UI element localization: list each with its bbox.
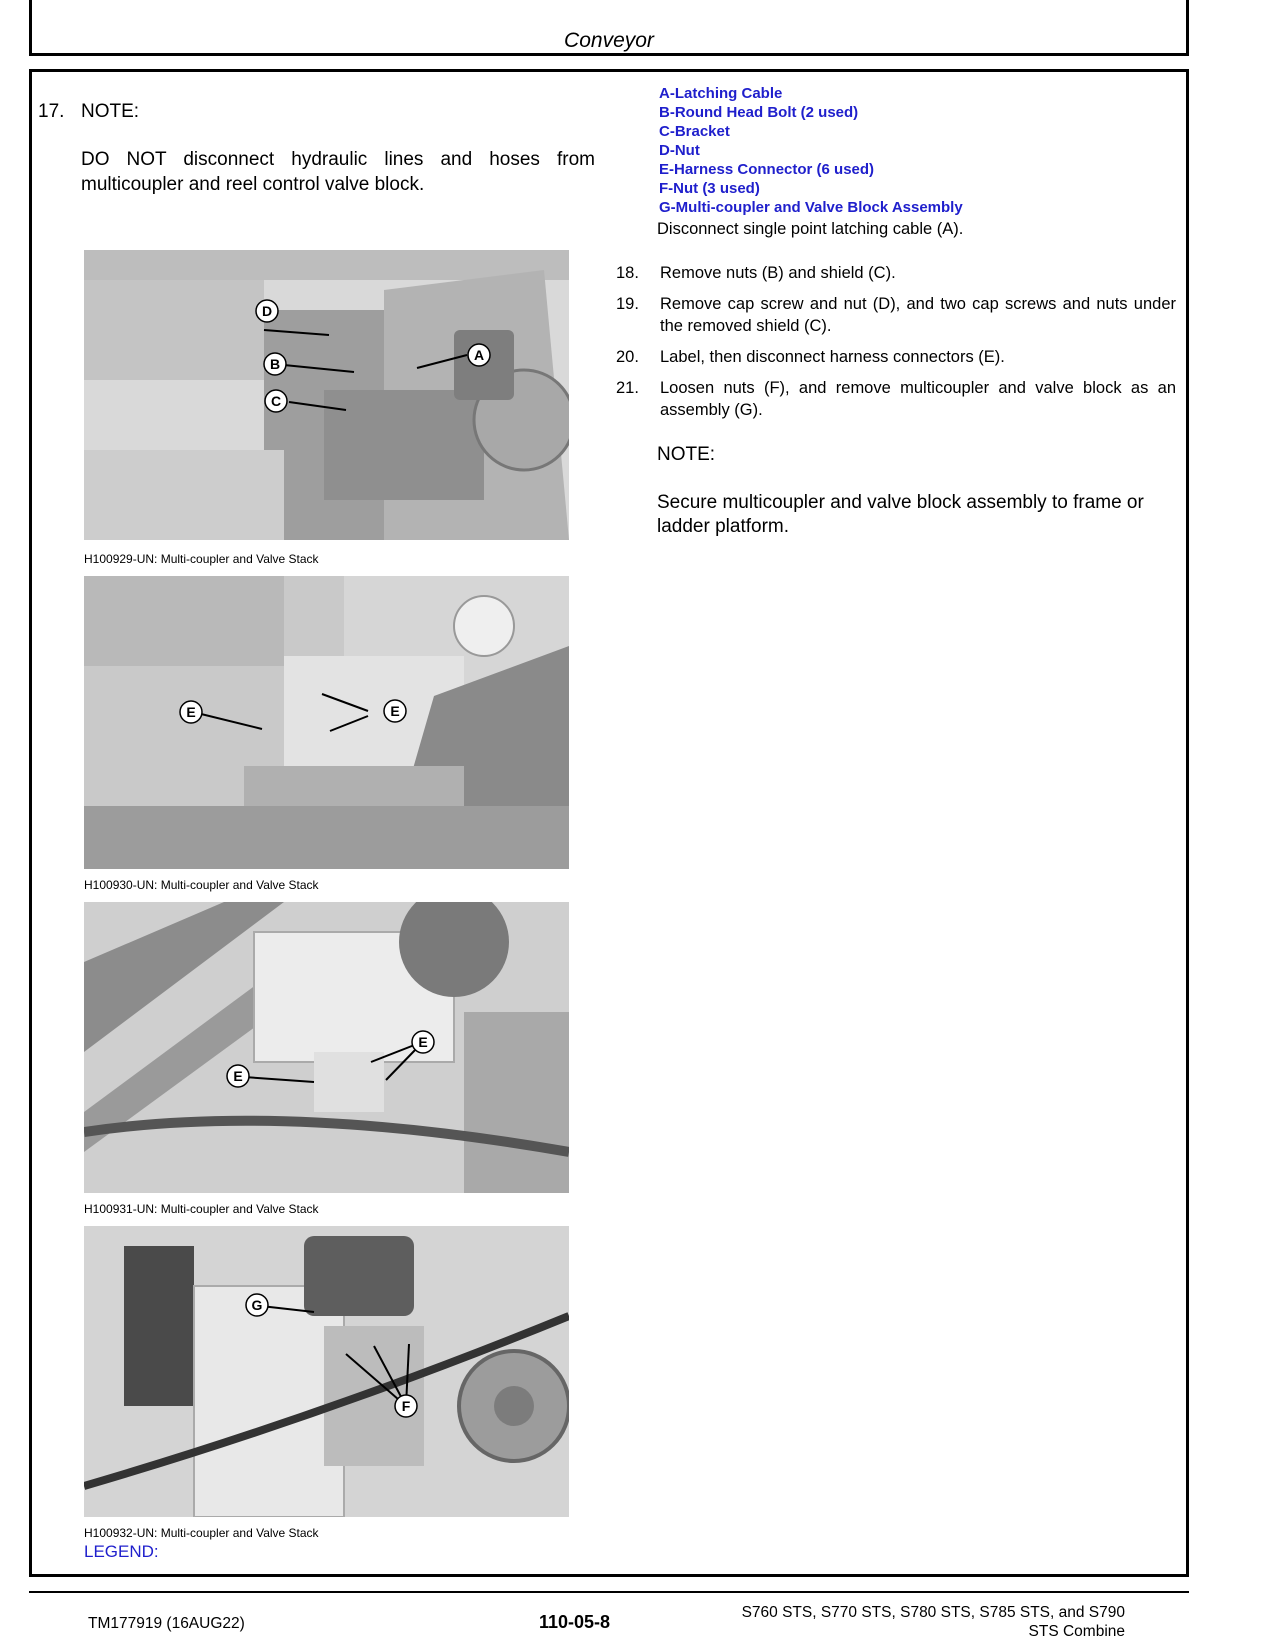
step-item (616, 346, 1176, 368)
callout-label: E (418, 1034, 428, 1050)
step-number: 20. (616, 348, 639, 366)
figure-illustration (84, 576, 569, 869)
figure-caption: H100929-UN: Multi-coupler and Valve Stack (84, 552, 319, 566)
figure-h100929 (84, 250, 569, 540)
header-box (29, 0, 1189, 56)
step-item (616, 293, 1176, 337)
callout-label: C (270, 393, 282, 409)
figure-h100931 (84, 902, 569, 1193)
step-number: 18. (616, 264, 639, 282)
legend-item: G-Multi-coupler and Valve Block Assembly (659, 199, 963, 216)
legend-label: LEGEND: (84, 1542, 159, 1561)
step-item (616, 377, 1176, 421)
page-number: 110-05-8 (539, 1612, 611, 1632)
callout-label: F (401, 1398, 411, 1414)
legend-item: D-Nut (659, 142, 700, 159)
model-line: S760 STS, S770 STS, S780 STS, S785 STS, and S790 (741, 1604, 1125, 1621)
step-text: Remove nuts (B) and shield (C). (660, 264, 896, 282)
figure-caption: H100930-UN: Multi-coupler and Valve Stack (84, 878, 319, 892)
note-body: DO NOT disconnect hydraulic lines and hoses from multicoupler and reel control valve block. (81, 149, 595, 195)
step-item (616, 262, 1176, 284)
figure-illustration (84, 250, 569, 540)
figure-illustration (84, 1226, 569, 1517)
step-number: 17. (38, 101, 65, 122)
legend-list (659, 84, 963, 217)
legend-item: C-Bracket (659, 123, 730, 140)
figure-h100930 (84, 576, 569, 869)
callout-label: E (233, 1068, 243, 1084)
step-number: 21. (616, 379, 639, 397)
callout-label: E (186, 704, 196, 720)
steps-list (616, 262, 1176, 430)
callout-label: A (473, 347, 485, 363)
step-number: 19. (616, 295, 639, 313)
step-text: Remove cap screw and nut (D), and two cap screws and nuts under the removed shield (C). (660, 295, 1176, 335)
step-text: Label, then disconnect harness connectors (E). (660, 348, 1005, 366)
note-body: Secure multicoupler and valve block assembly to frame or ladder platform. (657, 492, 1144, 537)
callout-label: G (251, 1297, 263, 1313)
note-heading: NOTE: (81, 101, 140, 122)
model-list (742, 1603, 1125, 1641)
figure-caption: H100932-UN: Multi-coupler and Valve Stack (84, 1526, 319, 1540)
callout-label: D (261, 303, 273, 319)
legend-item: F-Nut (3 used) (659, 180, 760, 197)
note-heading: NOTE: (657, 444, 716, 465)
figure-caption: H100931-UN: Multi-coupler and Valve Stack (84, 1202, 319, 1216)
figure-illustration (84, 902, 569, 1193)
disconnect-instruction: Disconnect single point latching cable (A). (657, 220, 964, 238)
callout-label: E (390, 703, 400, 719)
legend-item: B-Round Head Bolt (2 used) (659, 104, 859, 121)
doc-id: TM177919 (16AUG22) (88, 1615, 245, 1632)
model-line: STS Combine (1028, 1623, 1125, 1640)
legend-item: A-Latching Cable (659, 85, 783, 102)
step-text: Loosen nuts (F), and remove multicoupler and valve block as an assembly (G). (660, 379, 1176, 419)
callout-label: B (269, 356, 281, 372)
page-title: Conveyor (564, 29, 654, 52)
legend-item: E-Harness Connector (6 used) (659, 161, 875, 178)
figure-h100932 (84, 1226, 569, 1517)
footer-divider (29, 1591, 1189, 1593)
